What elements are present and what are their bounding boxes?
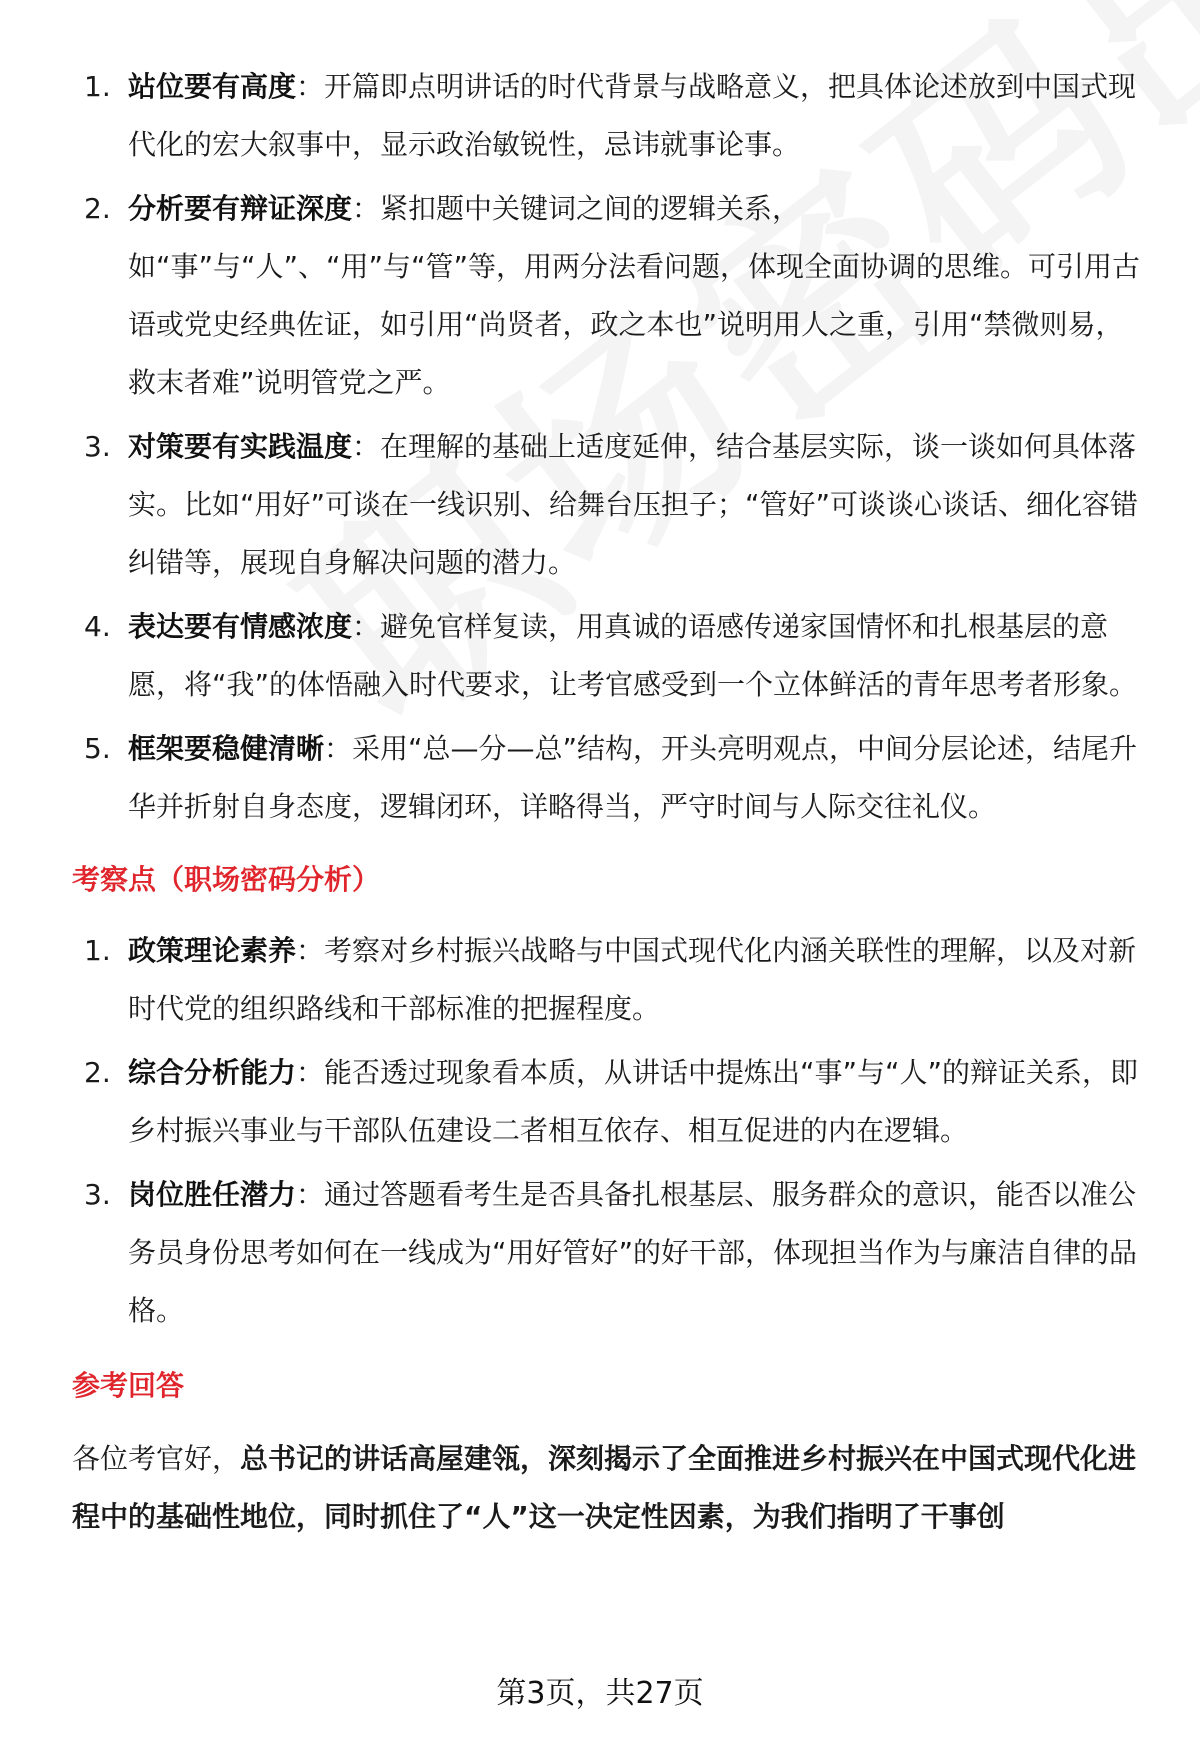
item-title: 框架要稳健清晰 <box>128 732 325 765</box>
item-number: 5. <box>84 732 111 765</box>
list-item <box>72 598 1142 714</box>
list-item <box>72 418 1142 592</box>
item-text: ：考察对乡村振兴战略与中国式现代化内涵关联性的理解，以及对新时代党的组织路线和干部标准的把握程度。 <box>128 934 1137 1025</box>
item-number: 1. <box>84 934 111 967</box>
item-title: 对策要有实践温度 <box>128 430 353 463</box>
list-item <box>72 720 1142 836</box>
item-number: 3. <box>84 430 111 463</box>
item-text: ：采用“总—分—总”结构，开头亮明观点，中间分层论述，结尾升华并折射自身态度，逻辑闭环，详略得当，严守时间与人际交往礼仪。 <box>128 732 1138 823</box>
item-text: ：在理解的基础上适度延伸，结合基层实际，谈一谈如何具体落实。比如“用好”可谈在一线识别、给舞台压担子；“管好”可谈谈心谈话、细化容错纠错等，展现自身解决问题的潜力。 <box>128 430 1139 579</box>
assessment-list <box>72 922 1142 1340</box>
item-number: 2. <box>84 192 111 225</box>
item-title: 岗位胜任潜力 <box>128 1178 297 1211</box>
item-number: 1. <box>84 70 111 103</box>
list-item <box>72 58 1142 174</box>
item-title: 综合分析能力 <box>128 1056 297 1089</box>
list-item <box>72 1166 1142 1340</box>
item-title: 表达要有情感浓度 <box>128 610 353 643</box>
item-title: 政策理论素养 <box>128 934 297 967</box>
item-title: 站位要有高度 <box>128 70 297 103</box>
list-item <box>72 922 1142 1038</box>
list-item <box>72 180 1142 412</box>
page-content <box>72 58 1142 1546</box>
tips-list <box>72 58 1142 836</box>
section-heading-answer: 参考回答 <box>72 1369 185 1402</box>
item-text: ：避免官样复读，用真诚的语感传递家国情怀和扎根基层的意愿，将“我”的体悟融入时代要求，让考官感受到一个立体鲜活的青年思考者形象。 <box>128 610 1138 701</box>
item-text: ：通过答题看考生是否具备扎根基层、服务群众的意识，能否以准公务员身份思考如何在一线成为“用好管好”的好干部，体现担当作为与廉洁自律的品格。 <box>128 1178 1138 1327</box>
page-number: 第3页，共27页 <box>496 1676 704 1711</box>
answer-lead: 各位考官好， <box>72 1442 241 1475</box>
item-text: ：紧扣题中关键词之间的逻辑关系，如“事”与“人”、“用”与“管”等，用两分法看问题，体现全面协调的思维。可引用古语或党史经典佐证，如引用“尚贤者，政之本也”说明用人之重，引用“禁微则易，救末者难”说明管党之严。 <box>128 192 1141 399</box>
list-item <box>72 1044 1142 1160</box>
item-number: 4. <box>84 610 111 643</box>
answer-paragraph <box>72 1430 1142 1546</box>
item-text: ：开篇即点明讲话的时代背景与战略意义，把具体论述放到中国式现代化的宏大叙事中，显示政治敏锐性，忌讳就事论事。 <box>128 70 1137 161</box>
item-number: 3. <box>84 1178 111 1211</box>
item-number: 2. <box>84 1056 111 1089</box>
answer-bold: 总书记的讲话高屋建瓴，深刻揭示了全面推进乡村振兴在中国式现代化进程中的基础性地位，同时抓住了“人”这一决定性因素，为我们指明了干事创 <box>72 1442 1137 1533</box>
section-heading-assessment: 考察点（职场密码分析） <box>72 863 381 896</box>
item-text: ：能否透过现象看本质，从讲话中提炼出“事”与“人”的辩证关系，即乡村振兴事业与干部队伍建设二者相互依存、相互促进的内在逻辑。 <box>128 1056 1139 1147</box>
item-title: 分析要有辩证深度 <box>128 192 353 225</box>
